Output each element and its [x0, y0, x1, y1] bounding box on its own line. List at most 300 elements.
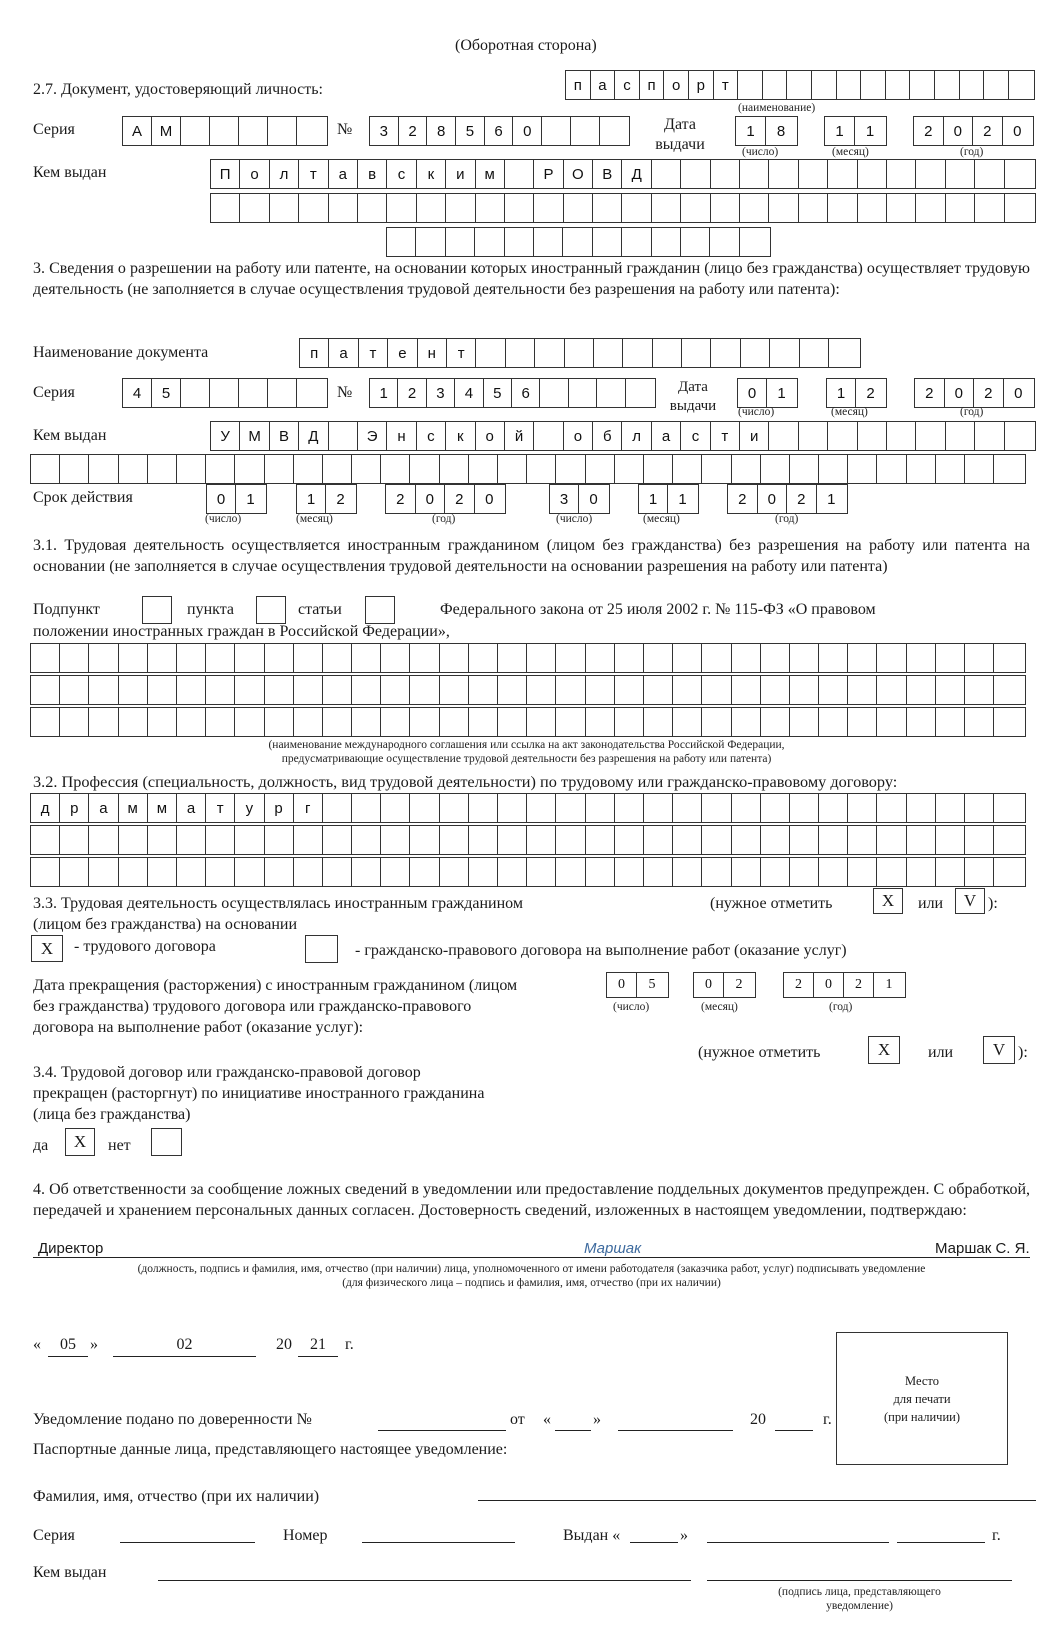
char-cell[interactable] [769, 194, 798, 222]
char-cell[interactable] [235, 858, 264, 886]
char-cell[interactable]: у [235, 794, 264, 822]
char-cell[interactable] [265, 455, 294, 483]
char-cell[interactable] [702, 858, 731, 886]
point-box[interactable] [256, 596, 286, 624]
char-cell[interactable] [440, 644, 469, 672]
char-cell[interactable] [858, 422, 887, 450]
char-cell[interactable] [994, 455, 1023, 483]
char-cell[interactable] [907, 794, 936, 822]
char-cell[interactable] [206, 455, 235, 483]
permit-series-field[interactable] [122, 378, 328, 408]
char-cell[interactable] [440, 794, 469, 822]
char-cell[interactable] [877, 676, 906, 704]
char-cell[interactable]: а [177, 794, 206, 822]
char-cell[interactable] [89, 455, 118, 483]
char-cell[interactable] [60, 644, 89, 672]
char-cell[interactable] [994, 708, 1023, 736]
char-cell[interactable]: 2 [399, 117, 428, 145]
char-cell[interactable] [31, 455, 60, 483]
char-cell[interactable]: м [119, 794, 148, 822]
char-cell[interactable]: м [476, 160, 505, 188]
char-cell[interactable] [965, 676, 994, 704]
char-cell[interactable] [848, 826, 877, 854]
char-cell[interactable] [965, 708, 994, 736]
char-cell[interactable] [440, 676, 469, 704]
char-cell[interactable] [910, 71, 935, 99]
char-cell[interactable] [790, 644, 819, 672]
char-cell[interactable]: В [270, 422, 299, 450]
char-cell[interactable]: 8 [427, 117, 456, 145]
legal-basis-row-2[interactable] [30, 675, 1026, 705]
char-cell[interactable] [673, 826, 702, 854]
identity-issued-by-row-3[interactable] [386, 227, 771, 257]
char-cell[interactable]: 0 [945, 379, 975, 407]
char-cell[interactable]: Д [622, 160, 651, 188]
char-cell[interactable]: 2 [866, 384, 875, 402]
char-cell[interactable] [527, 858, 556, 886]
char-cell[interactable] [119, 455, 148, 483]
representative-fio-field[interactable] [478, 1500, 1036, 1501]
char-cell[interactable] [540, 379, 568, 407]
char-cell[interactable] [740, 194, 769, 222]
char-cell[interactable] [828, 194, 857, 222]
char-cell[interactable]: о [476, 422, 505, 450]
char-cell[interactable]: 0 [607, 973, 637, 997]
char-cell[interactable] [652, 228, 681, 256]
char-cell[interactable] [235, 644, 264, 672]
representative-signature-field[interactable] [707, 1580, 1012, 1581]
char-cell[interactable]: 5 [152, 379, 181, 407]
char-cell[interactable] [673, 858, 702, 886]
civil-contract-checkbox[interactable] [305, 935, 338, 963]
permit-doc-name-field[interactable] [299, 338, 861, 368]
char-cell[interactable]: п [566, 71, 591, 99]
char-cell[interactable]: 6 [512, 379, 540, 407]
char-cell[interactable] [505, 228, 534, 256]
char-cell[interactable] [469, 708, 498, 736]
char-cell[interactable] [294, 644, 323, 672]
char-cell[interactable] [410, 858, 439, 886]
char-cell[interactable]: 2 [445, 485, 475, 513]
char-cell[interactable] [586, 455, 615, 483]
article-box[interactable] [365, 596, 395, 624]
char-cell[interactable] [89, 708, 118, 736]
char-cell[interactable] [381, 794, 410, 822]
signer-full-name[interactable]: Маршак С. Я. [935, 1240, 1030, 1257]
char-cell[interactable] [410, 455, 439, 483]
char-cell[interactable] [177, 708, 206, 736]
char-cell[interactable] [907, 676, 936, 704]
char-cell[interactable] [975, 160, 1004, 188]
profession-row-2[interactable] [30, 825, 1026, 855]
char-cell[interactable] [623, 339, 652, 367]
char-cell[interactable] [916, 422, 945, 450]
char-cell[interactable] [615, 858, 644, 886]
char-cell[interactable] [586, 644, 615, 672]
char-cell[interactable]: 0 [416, 485, 446, 513]
char-cell[interactable] [710, 228, 739, 256]
representative-issued-by-field[interactable] [158, 1580, 691, 1581]
char-cell[interactable] [31, 858, 60, 886]
char-cell[interactable] [410, 794, 439, 822]
char-cell[interactable]: п [300, 339, 329, 367]
char-cell[interactable] [653, 339, 682, 367]
char-cell[interactable] [586, 858, 615, 886]
char-cell[interactable]: 0 [589, 490, 598, 508]
char-cell[interactable] [527, 826, 556, 854]
char-cell[interactable] [329, 194, 358, 222]
char-cell[interactable] [148, 858, 177, 886]
char-cell[interactable] [268, 117, 297, 145]
char-cell[interactable] [887, 160, 916, 188]
char-cell[interactable] [740, 160, 769, 188]
char-cell[interactable] [527, 676, 556, 704]
char-cell[interactable] [265, 676, 294, 704]
char-cell[interactable]: с [417, 422, 446, 450]
char-cell[interactable]: 2 [915, 379, 945, 407]
char-cell[interactable]: 0 [513, 117, 542, 145]
char-cell[interactable] [31, 708, 60, 736]
char-cell[interactable] [711, 194, 740, 222]
char-cell[interactable]: т [359, 339, 388, 367]
proxy-number-field[interactable] [378, 1430, 506, 1431]
char-cell[interactable] [960, 71, 985, 99]
char-cell[interactable] [31, 826, 60, 854]
char-cell[interactable] [352, 455, 381, 483]
char-cell[interactable] [206, 676, 235, 704]
char-cell[interactable] [505, 160, 534, 188]
char-cell[interactable]: 5 [456, 117, 485, 145]
char-cell[interactable] [323, 826, 352, 854]
char-cell[interactable] [600, 117, 629, 145]
char-cell[interactable] [732, 794, 761, 822]
char-cell[interactable] [907, 858, 936, 886]
char-cell[interactable] [235, 708, 264, 736]
identity-issue-month-field[interactable] [824, 116, 887, 146]
char-cell[interactable] [673, 644, 702, 672]
char-cell[interactable]: т [206, 794, 235, 822]
char-cell[interactable] [681, 194, 710, 222]
char-cell[interactable] [119, 858, 148, 886]
char-cell[interactable] [148, 708, 177, 736]
char-cell[interactable]: 2 [728, 485, 758, 513]
char-cell[interactable] [410, 644, 439, 672]
char-cell[interactable]: М [152, 117, 181, 145]
char-cell[interactable] [761, 826, 790, 854]
char-cell[interactable] [644, 676, 673, 704]
char-cell[interactable] [886, 71, 911, 99]
char-cell[interactable] [732, 455, 761, 483]
legal-basis-row-1[interactable] [30, 643, 1026, 673]
char-cell[interactable]: 2 [386, 485, 416, 513]
char-cell[interactable] [563, 228, 592, 256]
char-cell[interactable] [387, 228, 416, 256]
char-cell[interactable] [615, 794, 644, 822]
signing-date-year-suffix[interactable]: 21 [310, 1336, 326, 1353]
char-cell[interactable] [527, 644, 556, 672]
char-cell[interactable]: н [418, 339, 447, 367]
identity-issued-by-row-1[interactable] [210, 159, 1036, 189]
char-cell[interactable] [381, 676, 410, 704]
char-cell[interactable] [994, 794, 1023, 822]
char-cell[interactable]: 2 [973, 117, 1003, 145]
char-cell[interactable] [410, 708, 439, 736]
char-cell[interactable]: О [564, 160, 593, 188]
char-cell[interactable]: 2 [735, 977, 743, 992]
char-cell[interactable] [206, 858, 235, 886]
char-cell[interactable] [848, 455, 877, 483]
char-cell[interactable]: М [240, 422, 269, 450]
char-cell[interactable]: в [358, 160, 387, 188]
char-cell[interactable] [556, 826, 585, 854]
char-cell[interactable]: 1 [777, 384, 786, 402]
char-cell[interactable] [732, 708, 761, 736]
char-cell[interactable] [239, 379, 268, 407]
no-checkbox[interactable] [151, 1128, 182, 1156]
char-cell[interactable] [235, 826, 264, 854]
char-cell[interactable] [848, 644, 877, 672]
char-cell[interactable] [936, 826, 965, 854]
char-cell[interactable]: с [387, 160, 416, 188]
char-cell[interactable] [644, 826, 673, 854]
char-cell[interactable] [268, 379, 297, 407]
char-cell[interactable] [542, 117, 571, 145]
char-cell[interactable]: 5 [648, 977, 656, 992]
char-cell[interactable]: 5 [484, 379, 512, 407]
char-cell[interactable] [763, 71, 788, 99]
char-cell[interactable] [644, 644, 673, 672]
char-cell[interactable]: и [740, 422, 769, 450]
char-cell[interactable] [644, 708, 673, 736]
char-cell[interactable] [597, 379, 625, 407]
char-cell[interactable]: Д [299, 422, 328, 450]
char-cell[interactable]: п [640, 71, 665, 99]
char-cell[interactable] [965, 858, 994, 886]
char-cell[interactable]: 1 [639, 485, 668, 513]
char-cell[interactable] [622, 228, 651, 256]
char-cell[interactable] [60, 708, 89, 736]
char-cell[interactable] [1009, 71, 1034, 99]
char-cell[interactable]: а [591, 71, 616, 99]
char-cell[interactable] [148, 676, 177, 704]
char-cell[interactable]: т [714, 71, 739, 99]
permit-issue-month-field[interactable] [826, 378, 887, 408]
char-cell[interactable] [498, 455, 527, 483]
char-cell[interactable] [761, 644, 790, 672]
char-cell[interactable] [1005, 194, 1034, 222]
profession-row-1[interactable] [30, 793, 1026, 823]
valid-from-day-field[interactable] [206, 484, 267, 514]
char-cell[interactable] [936, 676, 965, 704]
char-cell[interactable]: 2 [844, 973, 874, 997]
char-cell[interactable] [799, 160, 828, 188]
char-cell[interactable] [89, 676, 118, 704]
char-cell[interactable] [936, 455, 965, 483]
char-cell[interactable] [946, 160, 975, 188]
char-cell[interactable] [89, 644, 118, 672]
char-cell[interactable]: 3 [550, 485, 579, 513]
char-cell[interactable]: л [270, 160, 299, 188]
char-cell[interactable] [119, 676, 148, 704]
char-cell[interactable] [239, 117, 268, 145]
char-cell[interactable]: 1 [827, 490, 836, 508]
char-cell[interactable]: 2 [784, 973, 814, 997]
char-cell[interactable] [381, 826, 410, 854]
char-cell[interactable] [799, 422, 828, 450]
char-cell[interactable] [265, 826, 294, 854]
char-cell[interactable] [177, 644, 206, 672]
char-cell[interactable]: 0 [207, 485, 236, 513]
char-cell[interactable] [819, 858, 848, 886]
char-cell[interactable]: с [681, 422, 710, 450]
char-cell[interactable] [829, 339, 858, 367]
char-cell[interactable] [294, 826, 323, 854]
char-cell[interactable] [358, 194, 387, 222]
permit-issued-by-row-1[interactable] [210, 421, 1036, 451]
representative-issued-day-field[interactable] [630, 1542, 678, 1543]
char-cell[interactable] [673, 676, 702, 704]
char-cell[interactable] [935, 71, 960, 99]
char-cell[interactable] [877, 644, 906, 672]
char-cell[interactable] [761, 676, 790, 704]
termination-year-field[interactable] [783, 972, 906, 998]
signer-position[interactable]: Директор [38, 1240, 104, 1257]
char-cell[interactable] [819, 676, 848, 704]
char-cell[interactable] [206, 708, 235, 736]
char-cell[interactable] [469, 676, 498, 704]
char-cell[interactable] [593, 194, 622, 222]
char-cell[interactable] [60, 455, 89, 483]
char-cell[interactable] [711, 160, 740, 188]
char-cell[interactable] [702, 708, 731, 736]
char-cell[interactable] [505, 194, 534, 222]
char-cell[interactable]: Р [534, 160, 563, 188]
char-cell[interactable] [790, 858, 819, 886]
char-cell[interactable] [89, 858, 118, 886]
char-cell[interactable] [887, 194, 916, 222]
char-cell[interactable] [732, 676, 761, 704]
valid-to-month-field[interactable] [638, 484, 699, 514]
char-cell[interactable] [652, 160, 681, 188]
char-cell[interactable] [848, 676, 877, 704]
char-cell[interactable]: а [652, 422, 681, 450]
char-cell[interactable]: о [564, 422, 593, 450]
char-cell[interactable] [673, 794, 702, 822]
char-cell[interactable] [615, 708, 644, 736]
char-cell[interactable] [828, 160, 857, 188]
char-cell[interactable] [31, 676, 60, 704]
char-cell[interactable] [819, 826, 848, 854]
char-cell[interactable] [148, 455, 177, 483]
char-cell[interactable]: 1 [246, 490, 255, 508]
proxy-month-field[interactable] [618, 1430, 733, 1431]
char-cell[interactable]: 2 [398, 379, 426, 407]
char-cell[interactable] [819, 644, 848, 672]
char-cell[interactable] [790, 794, 819, 822]
char-cell[interactable] [586, 794, 615, 822]
char-cell[interactable]: 2 [336, 490, 345, 508]
char-cell[interactable] [498, 858, 527, 886]
permit-number-field[interactable] [369, 378, 656, 408]
char-cell[interactable] [297, 117, 326, 145]
identity-issued-by-row-2[interactable] [210, 193, 1036, 223]
valid-from-month-field[interactable] [296, 484, 357, 514]
char-cell[interactable] [858, 194, 887, 222]
char-cell[interactable] [799, 194, 828, 222]
char-cell[interactable]: а [329, 160, 358, 188]
char-cell[interactable] [60, 676, 89, 704]
legal-basis-row-3[interactable] [30, 707, 1026, 737]
char-cell[interactable]: с [615, 71, 640, 99]
char-cell[interactable]: 4 [123, 379, 152, 407]
valid-to-day-field[interactable] [549, 484, 610, 514]
char-cell[interactable] [975, 194, 1004, 222]
char-cell[interactable]: 0 [694, 973, 724, 997]
char-cell[interactable]: П [211, 160, 240, 188]
char-cell[interactable] [534, 422, 563, 450]
char-cell[interactable] [119, 644, 148, 672]
identity-number-field[interactable] [369, 116, 630, 146]
profession-row-3[interactable] [30, 857, 1026, 887]
char-cell[interactable]: У [211, 422, 240, 450]
char-cell[interactable] [534, 228, 563, 256]
char-cell[interactable] [265, 858, 294, 886]
char-cell[interactable]: В [593, 160, 622, 188]
char-cell[interactable]: 0 [1013, 122, 1022, 140]
char-cell[interactable] [534, 194, 563, 222]
char-cell[interactable] [410, 826, 439, 854]
char-cell[interactable] [858, 160, 887, 188]
char-cell[interactable] [837, 71, 862, 99]
char-cell[interactable]: 0 [1014, 384, 1023, 402]
subpoint-box[interactable] [142, 596, 172, 624]
char-cell[interactable] [673, 708, 702, 736]
identity-series-field[interactable] [122, 116, 328, 146]
char-cell[interactable] [498, 708, 527, 736]
char-cell[interactable] [352, 826, 381, 854]
char-cell[interactable] [181, 117, 210, 145]
char-cell[interactable] [615, 676, 644, 704]
char-cell[interactable] [446, 228, 475, 256]
signing-date-month[interactable]: 02 [176, 1336, 193, 1353]
char-cell[interactable] [711, 339, 740, 367]
char-cell[interactable] [994, 676, 1023, 704]
char-cell[interactable] [60, 858, 89, 886]
labor-contract-checkbox[interactable]: X [31, 935, 63, 962]
char-cell[interactable]: 1 [865, 122, 875, 140]
char-cell[interactable] [352, 858, 381, 886]
char-cell[interactable] [790, 708, 819, 736]
char-cell[interactable] [329, 422, 358, 450]
char-cell[interactable] [469, 858, 498, 886]
char-cell[interactable]: 1 [827, 379, 856, 407]
char-cell[interactable] [177, 455, 206, 483]
termination-month-field[interactable] [693, 972, 756, 998]
char-cell[interactable] [381, 858, 410, 886]
char-cell[interactable] [652, 194, 681, 222]
char-cell[interactable] [946, 422, 975, 450]
char-cell[interactable]: о [240, 160, 269, 188]
char-cell[interactable] [936, 794, 965, 822]
char-cell[interactable] [615, 644, 644, 672]
char-cell[interactable] [761, 858, 790, 886]
char-cell[interactable]: 2 [974, 379, 1004, 407]
char-cell[interactable]: 3 [427, 379, 455, 407]
char-cell[interactable]: н [387, 422, 416, 450]
char-cell[interactable] [352, 644, 381, 672]
char-cell[interactable] [446, 194, 475, 222]
char-cell[interactable] [556, 455, 585, 483]
